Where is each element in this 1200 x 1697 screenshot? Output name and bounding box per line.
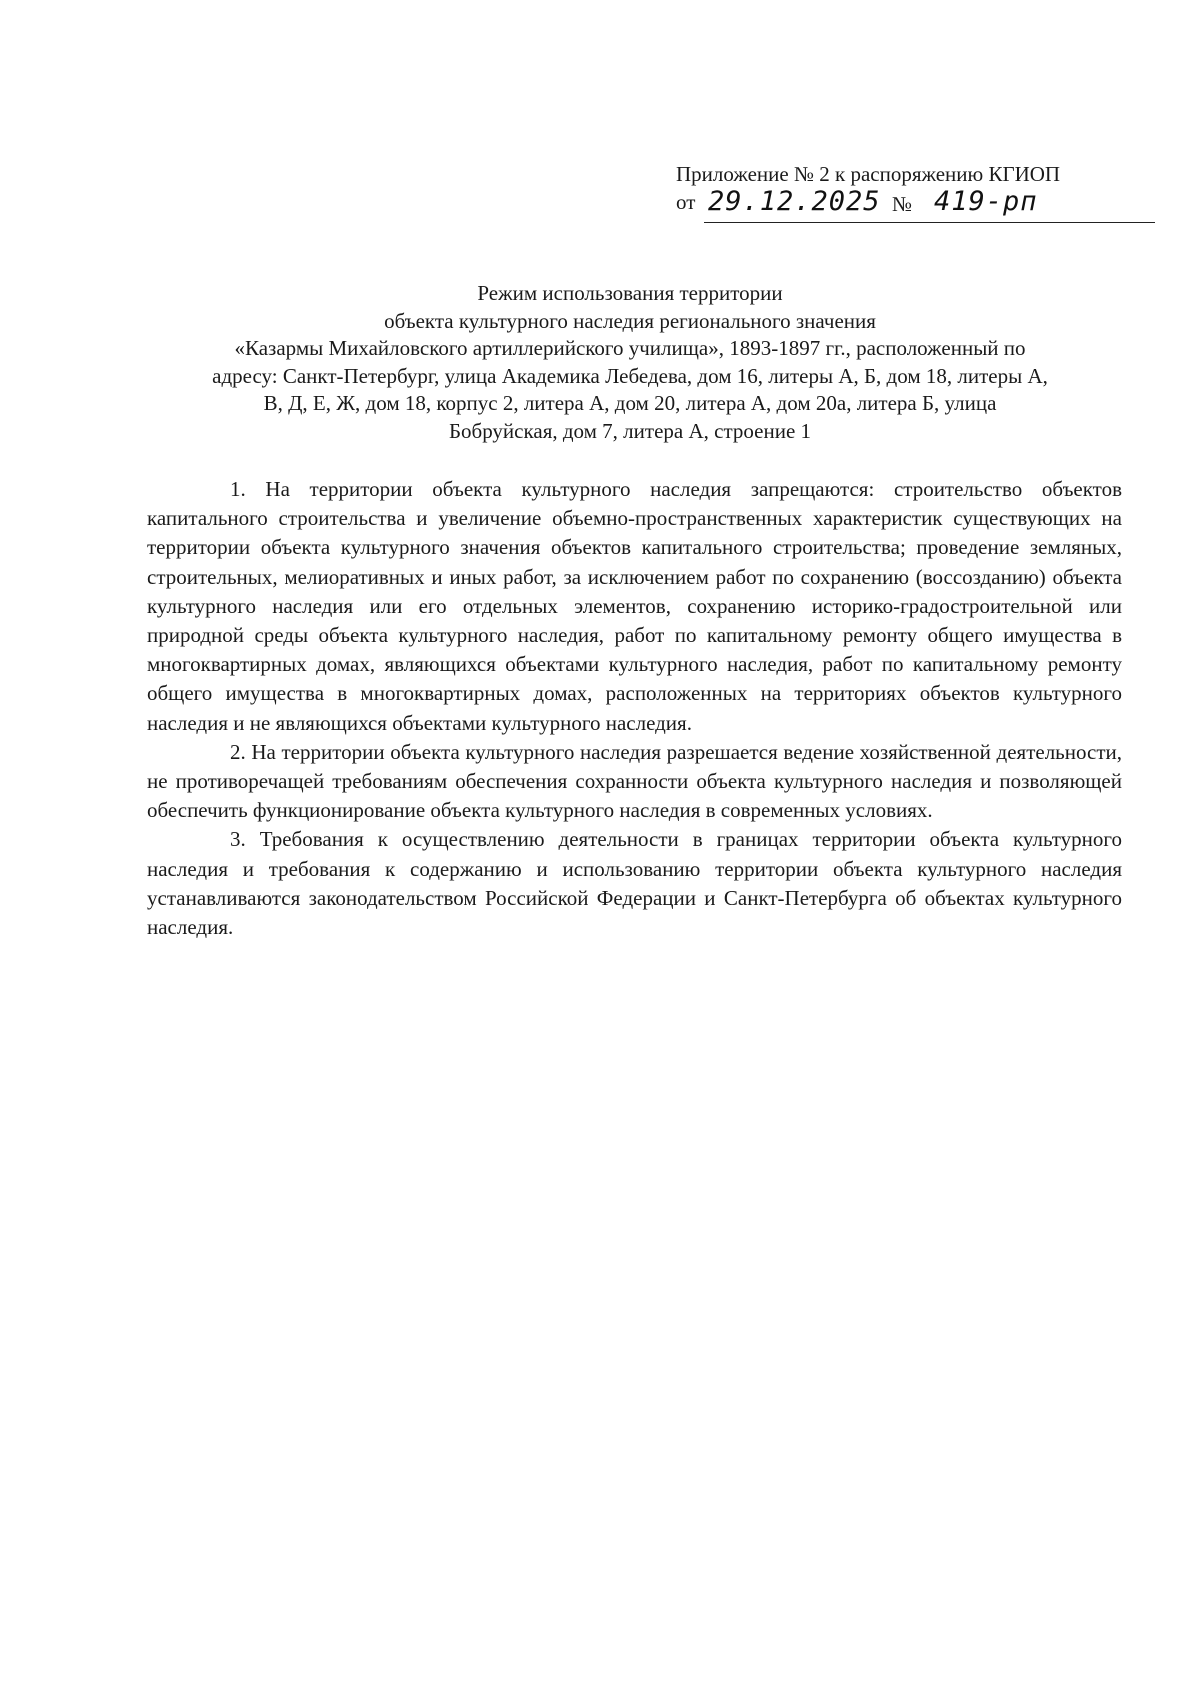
heading-line: Бобруйская, дом 7, литера А, строение 1 (448, 418, 812, 443)
heading-line: объекта культурного наследия регионального значения (384, 308, 876, 333)
order-reference-line (676, 188, 1060, 222)
paragraph-1: 1. На территории объекта культурного наследия запрещаются: строительство объектов капитального строительства и увеличение объемно-пространственных характеристик существующих на территории объекта культурного значения объектов капитального строительства; проведение земляных, строительных, мелиоративных и иных работ, за исключением работ по сохранению (воссозданию) объекта культурного наследия или его отдельных элементов, сохранению историко-градостроительной или природной среды объекта культурного наследия, работ по капитальному ремонту общего имущества в многоквартирных домах, являющихся объектами культурного наследия, работ по капитальному ремонту общего имущества в многоквартирных домах, расположенных на территориях объектов культурного наследия и не являющихся объектами культурного наследия. (147, 477, 1122, 735)
handwritten-field-underline (704, 222, 1155, 223)
handwritten-order-number: 419-рп (934, 186, 1038, 217)
paragraph-2: 2. На территории объекта культурного наследия разрешается ведение хозяйственной деятельности, не противоречащей требованиям обеспечения сохранности объекта культурного наследия и позволяющей обеспечить функционирование объекта культурного наследия в современных условиях. (147, 739, 1122, 823)
document-heading (140, 280, 1120, 445)
heading-line: «Казармы Михайловского артиллерийского училища», 1893-1897 гг., расположенный по (234, 336, 1026, 360)
appendix-block (676, 160, 1060, 222)
ot-label: от (676, 190, 696, 214)
handwritten-date: 29.12.2025 (708, 186, 881, 217)
appendix-title: Приложение № 2 к распоряжению КГИОП (676, 162, 1061, 186)
number-sign: № (892, 192, 913, 216)
document-body (147, 475, 1122, 942)
paragraph-3: 3. Требования к осуществлению деятельности в границах территории объекта культурного наследия и требования к содержанию и использованию территории объекта культурного наследия устанавливаются законодательством Российской Федерации и Санкт-Петербурга об объектах культурного наследия. (147, 827, 1122, 940)
heading-line: адресу: Санкт-Петербург, улица Академика Лебедева, дом 16, литеры А, Б, дом 18, литеры А, (212, 363, 1048, 388)
heading-line: В, Д, Е, Ж, дом 18, корпус 2, литера А, дом 20, литера А, дом 20а, литера Б, улица (263, 391, 997, 415)
heading-line: Режим использования территории (477, 281, 783, 305)
